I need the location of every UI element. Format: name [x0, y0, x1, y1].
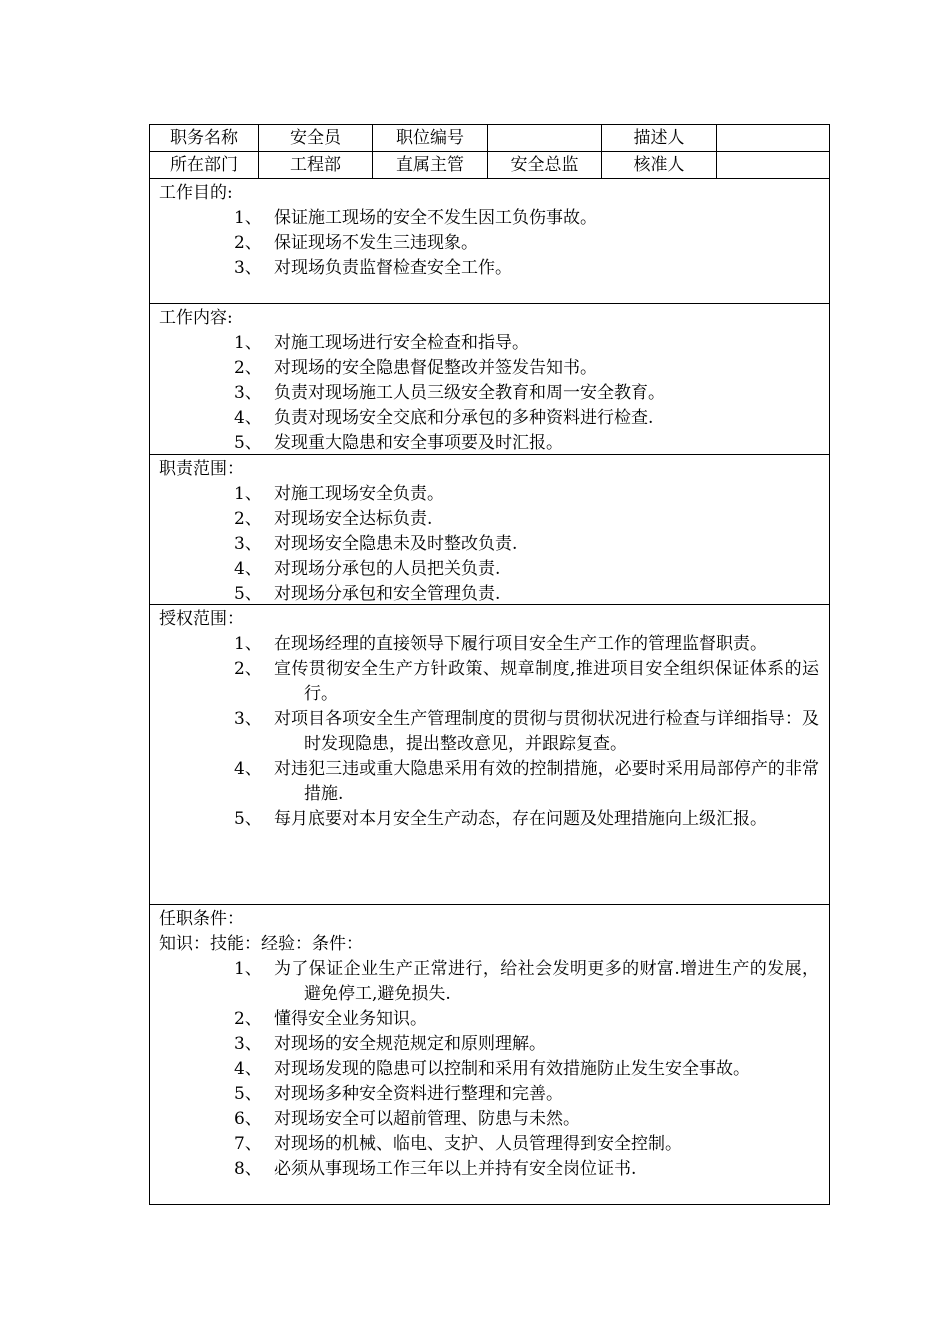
item-text: 懂得安全业务知识。 — [274, 1009, 427, 1029]
item-number: 1、 — [234, 634, 262, 654]
qualification-section — [150, 905, 829, 1204]
list-item — [159, 807, 819, 832]
list-item — [159, 1132, 819, 1157]
list-item — [159, 1107, 819, 1132]
job-description-table — [149, 124, 830, 1205]
list-item — [159, 482, 819, 507]
item-number: 4、 — [234, 759, 262, 779]
position-code-label: 职位编号 — [373, 125, 488, 151]
list-item — [159, 1032, 819, 1057]
list-item — [159, 632, 819, 657]
item-text: 对现场分承包的人员把关负责. — [274, 559, 501, 579]
describer-value — [717, 125, 829, 151]
position-code-value — [488, 125, 602, 151]
item-number: 2、 — [234, 659, 262, 679]
work-goal-section — [150, 179, 829, 304]
list-item — [159, 657, 819, 707]
list-item — [159, 256, 819, 281]
item-text: 对违犯三违或重大隐患采用有效的控制措施，必要时采用局部停产的非常措施. — [274, 759, 819, 804]
list-item — [159, 206, 819, 231]
header-row-2 — [150, 152, 829, 179]
list-item — [159, 1057, 819, 1082]
item-number: 1、 — [234, 333, 262, 353]
supervisor-value: 安全总监 — [488, 152, 602, 178]
list-item — [159, 757, 819, 807]
item-number: 2、 — [234, 509, 262, 529]
supervisor-label: 直属主管 — [373, 152, 488, 178]
section-title: 工作内容: — [159, 308, 233, 328]
list-item — [159, 957, 819, 1007]
header-row-1 — [150, 125, 829, 152]
item-number: 1、 — [234, 484, 262, 504]
list-item — [159, 231, 819, 256]
item-text: 对施工现场进行安全检查和指导。 — [274, 333, 529, 353]
item-text: 为了保证企业生产正常进行，给社会发明更多的财富.增进生产的发展，避免停工,避免损失. — [274, 959, 819, 1004]
item-number: 2、 — [234, 233, 262, 253]
list-item — [159, 331, 819, 356]
list-item — [159, 507, 819, 532]
item-text: 保证施工现场的安全不发生因工负伤事故。 — [274, 208, 597, 228]
item-text: 对现场负责监督检查安全工作。 — [274, 258, 512, 278]
item-number: 5、 — [234, 809, 262, 829]
item-number: 6、 — [234, 1109, 262, 1129]
item-text: 发现重大隐患和安全事项要及时汇报。 — [274, 433, 563, 453]
approver-value — [717, 152, 829, 178]
list-item — [159, 1007, 819, 1032]
duty-scope-section — [150, 455, 829, 605]
item-number: 4、 — [234, 559, 262, 579]
item-text: 负责对现场施工人员三级安全教育和周一安全教育。 — [274, 383, 665, 403]
section-title: 工作目的: — [159, 183, 233, 203]
item-text: 对现场的安全规范规定和原则理解。 — [274, 1034, 546, 1054]
describer-label: 描述人 — [602, 125, 717, 151]
item-number: 7、 — [234, 1134, 262, 1154]
item-text: 宣传贯彻安全生产方针政策、规章制度,推进项目安全组织保证体系的运行。 — [274, 659, 819, 704]
item-text: 对现场多种安全资料进行整理和完善。 — [274, 1084, 563, 1104]
item-number: 3、 — [234, 383, 262, 403]
item-number: 5、 — [234, 433, 262, 453]
item-number: 3、 — [234, 534, 262, 554]
list-item — [159, 1157, 819, 1182]
list-item — [159, 381, 819, 406]
item-text: 对现场安全可以超前管理、防患与未然。 — [274, 1109, 580, 1129]
item-text: 对施工现场安全负责。 — [274, 484, 444, 504]
list-item — [159, 582, 819, 607]
item-text: 对现场分承包和安全管理负责. — [274, 584, 501, 604]
item-number: 4、 — [234, 408, 262, 428]
item-number: 1、 — [234, 959, 262, 979]
item-number: 1、 — [234, 208, 262, 228]
item-number: 5、 — [234, 584, 262, 604]
list-item — [159, 1082, 819, 1107]
list-item — [159, 406, 819, 431]
list-item — [159, 532, 819, 557]
section-subtitle: 知识：技能：经验：条件： — [159, 934, 363, 954]
item-text: 对项目各项安全生产管理制度的贯彻与贯彻状况进行检查与详细指导：及时发现隐患，提出整改意见，并跟踪复查。 — [274, 709, 819, 754]
item-text: 必须从事现场工作三年以上并持有安全岗位证书. — [274, 1159, 637, 1179]
section-title: 职责范围： — [159, 459, 244, 479]
item-number: 3、 — [234, 1034, 262, 1054]
department-value: 工程部 — [259, 152, 373, 178]
item-number: 2、 — [234, 358, 262, 378]
item-number: 5、 — [234, 1084, 262, 1104]
department-label: 所在部门 — [150, 152, 259, 178]
item-text: 对现场发现的隐患可以控制和采用有效措施防止发生安全事故。 — [274, 1059, 750, 1079]
authority-scope-section — [150, 605, 829, 905]
item-number: 3、 — [234, 709, 262, 729]
list-item — [159, 557, 819, 582]
list-item — [159, 356, 819, 381]
position-name-label: 职务名称 — [150, 125, 259, 151]
item-text: 对现场安全达标负责. — [274, 509, 433, 529]
section-title: 授权范围： — [159, 609, 244, 629]
section-title: 任职条件： — [159, 909, 244, 929]
item-number: 2、 — [234, 1009, 262, 1029]
item-number: 4、 — [234, 1059, 262, 1079]
list-item — [159, 431, 819, 456]
item-text: 对现场的机械、临电、支护、人员管理得到安全控制。 — [274, 1134, 682, 1154]
approver-label: 核准人 — [602, 152, 717, 178]
item-text: 保证现场不发生三违现象。 — [274, 233, 478, 253]
item-text: 每月底要对本月安全生产动态，存在问题及处理措施向上级汇报。 — [274, 809, 767, 829]
list-item — [159, 707, 819, 757]
item-number: 3、 — [234, 258, 262, 278]
item-text: 对现场安全隐患未及时整改负责. — [274, 534, 518, 554]
item-number: 8、 — [234, 1159, 262, 1179]
item-text: 在现场经理的直接领导下履行项目安全生产工作的管理监督职责。 — [274, 634, 767, 654]
item-text: 对现场的安全隐患督促整改并签发告知书。 — [274, 358, 597, 378]
work-content-section — [150, 304, 829, 455]
item-text: 负责对现场安全交底和分承包的多种资料进行检查. — [274, 408, 654, 428]
position-name-value: 安全员 — [259, 125, 373, 151]
